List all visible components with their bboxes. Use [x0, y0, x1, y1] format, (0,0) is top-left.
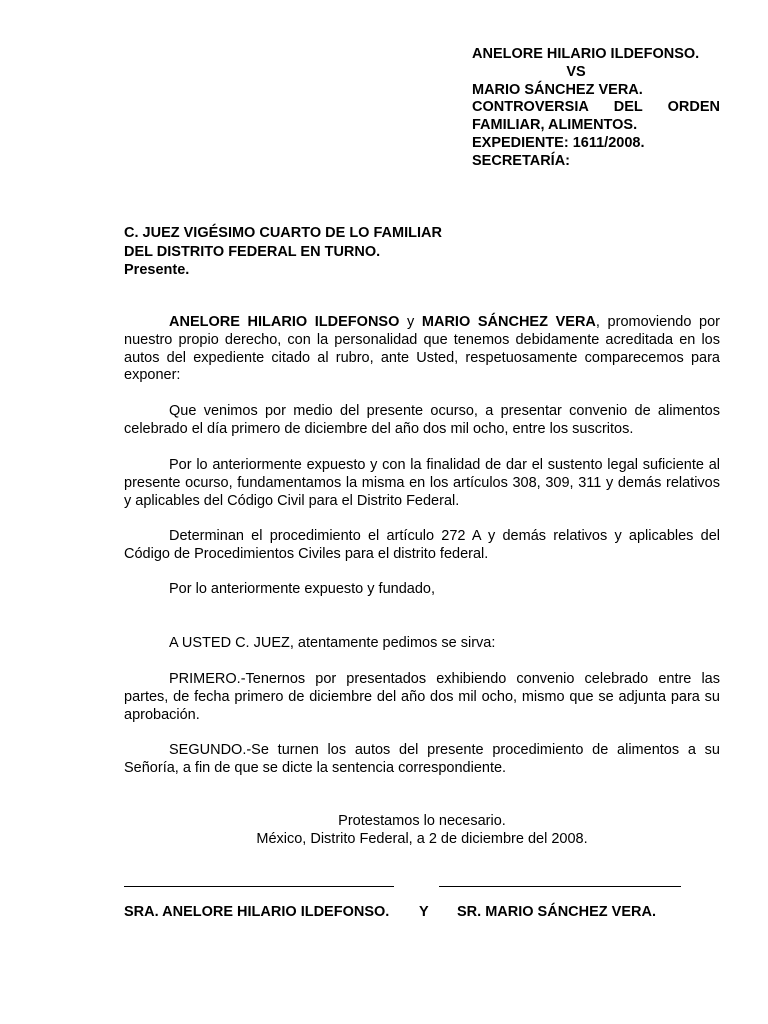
- intro-paragraph: [124, 314, 720, 385]
- paragraph-1: Que venimos por medio del presente ocurso, a presentar convenio de alimentos celebrado el día primero de diciembre del año dos mil ocho, entre los suscritos.: [124, 403, 720, 437]
- signer-2-name: SR. MARIO SÁNCHEZ VERA.: [457, 904, 656, 920]
- paragraph-2: Por lo anteriormente expuesto y con la finalidad de dar el sustento legal suficiente al presente ocurso, fundamentamos la misma en los artículos 308, 309, 311 y demás relativos y aplicables del Código Civil para el Distrito Federal.: [124, 457, 720, 509]
- caption-case-type-word: DEL: [613, 99, 643, 116]
- caption-actor: ANELORE HILARIO ILDEFONSO.: [472, 46, 700, 62]
- paragraph-5: A USTED C. JUEZ, atentamente pedimos se sirva:: [169, 635, 496, 651]
- addressee-line3: Presente.: [124, 262, 190, 278]
- caption-case-type-word: ORDEN: [667, 99, 720, 116]
- paragraph-6: PRIMERO.-Tenernos por presentados exhibiendo convenio celebrado entre las partes, de fecha primero de diciembre del año dos mil ocho, mismo que se adjunta para su aprobación.: [124, 671, 720, 723]
- addressee-line1: C. JUEZ VIGÉSIMO CUARTO DE LO FAMILIAR: [124, 225, 442, 241]
- party1-name: ANELORE HILARIO ILDEFONSO: [169, 314, 400, 330]
- paragraph-3: Determinan el procedimiento el artículo 272 A y demás relativos y aplicables del Código de Procedimientos Civiles para el distrito federal.: [124, 528, 720, 562]
- intro-text: , promoviendo por nuestro propio derecho, con la personalidad que tenemos debidamente acreditada en los autos del expediente citado al rubro, ante Usted, respetuosamente comparecemos para exponer:: [124, 314, 720, 384]
- signature-line-2: [439, 886, 681, 887]
- party2-name: MARIO SÁNCHEZ VERA: [421, 314, 596, 330]
- case-caption: [472, 46, 720, 171]
- signer-1-name: SRA. ANELORE HILARIO ILDEFONSO.: [124, 904, 390, 920]
- caption-versus: VS: [566, 63, 586, 80]
- signature-connector: Y: [419, 904, 429, 920]
- caption-secretariat: SECRETARÍA:: [472, 152, 571, 169]
- caption-case-type-word: CONTROVERSIA: [472, 99, 589, 116]
- caption-case-type-line2: FAMILIAR, ALIMENTOS.: [472, 117, 638, 134]
- intro-conjunction: y: [399, 314, 422, 330]
- paragraph-7: SEGUNDO.-Se turnen los autos del presente procedimiento de alimentos a su Señoría, a fin de que se dicte la sentencia correspondiente.: [124, 742, 720, 776]
- caption-file-number: EXPEDIENTE: 1611/2008.: [472, 134, 645, 151]
- addressee-line2: DEL DISTRITO FEDERAL EN TURNO.: [124, 243, 381, 260]
- caption-defendant: MARIO SÁNCHEZ VERA.: [472, 81, 643, 98]
- paragraph-4: Por lo anteriormente expuesto y fundado,: [169, 581, 435, 597]
- signature-line-1: [124, 886, 394, 887]
- closing: [124, 813, 720, 849]
- closing-line1: Protestamos lo necesario.: [338, 813, 506, 829]
- addressee: [124, 224, 442, 280]
- caption-case-type: [472, 99, 720, 117]
- closing-line2: México, Distrito Federal, a 2 de diciembre del 2008.: [256, 830, 588, 847]
